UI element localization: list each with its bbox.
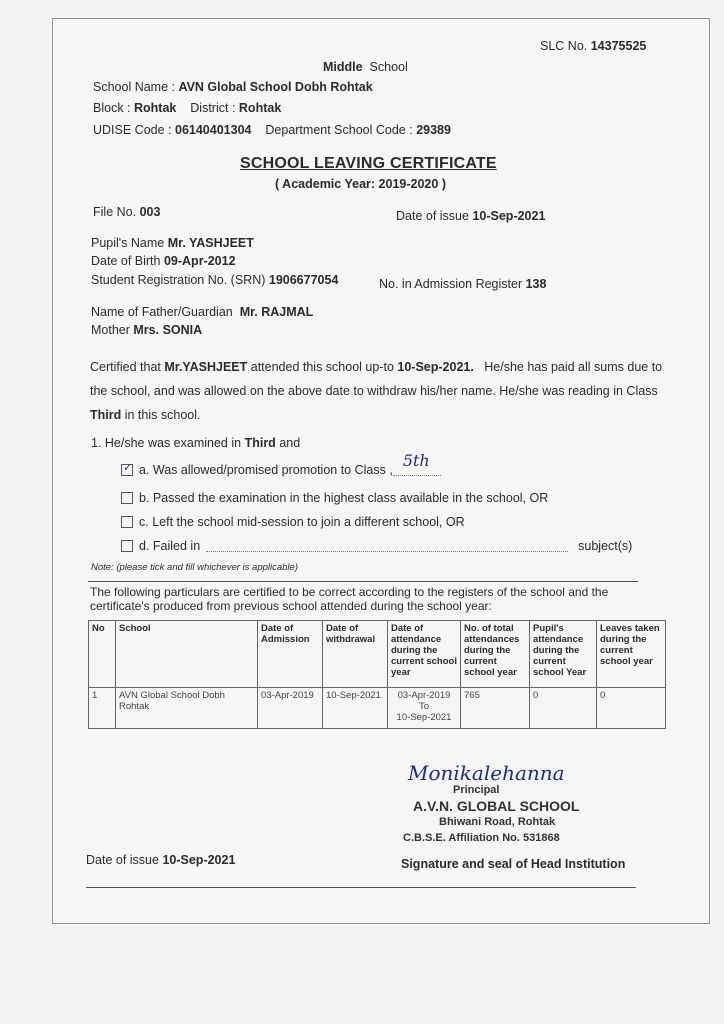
col-withdrawal: Date of withdrawal — [323, 621, 388, 688]
school-name: School Name : AVN Global School Dobh Rohtak — [93, 80, 373, 94]
seal-road: Bhiwani Road, Rohtak — [439, 816, 556, 828]
cell-attendance-dates: 03-Apr-2019 To 10-Sep-2021 — [388, 688, 461, 729]
col-total-attendances: No. of total attendances during the current school year — [461, 621, 530, 688]
pupil-name: Pupil's Name Mr. YASHJEET — [91, 236, 254, 250]
class-fill-field: 5th — [393, 465, 441, 476]
examined-line: 1. He/she was examined in Third and — [91, 436, 301, 450]
cell-withdrawal: 10-Sep-2021 — [323, 688, 388, 729]
checkbox-d[interactable] — [121, 540, 133, 552]
table-row — [89, 688, 666, 729]
mother-name: Mother Mrs. SONIA — [91, 323, 203, 337]
failed-subjects-field — [206, 541, 568, 552]
checkbox-a[interactable]: ✓ — [123, 462, 133, 474]
admission-register: No. in Admission Register 138 — [379, 277, 547, 291]
principal-signature: Monikalehanna — [408, 761, 565, 785]
option-c: c. Left the school mid-session to join a different school, OR — [121, 515, 465, 529]
father-guardian: Name of Father/Guardian Mr. RAJMAL — [91, 305, 314, 319]
date-of-issue-top: Date of issue 10-Sep-2021 — [396, 209, 546, 223]
divider-line — [88, 581, 638, 582]
date-of-issue-bottom: Date of issue 10-Sep-2021 — [86, 853, 236, 867]
option-b: b. Passed the examination in the highest class available in the school, OR — [121, 491, 548, 505]
particulars-text: The following particulars are certified to be correct according to the registers of the school and the certificate's produced from previous school attended during the school year: — [90, 585, 609, 613]
note: Note: (please tick and fill whichever is applicable) — [91, 562, 298, 573]
option-d: d. Failed in subject(s) — [121, 539, 632, 553]
srn: Student Registration No. (SRN) 1906677054 — [91, 273, 339, 287]
udise-line: UDISE Code : 06140401304 Department School Code : 29389 — [93, 123, 451, 137]
certificate-page — [52, 18, 710, 924]
col-pupil-attendance: Pupil's attendance during the current school Year — [530, 621, 597, 688]
block-district: Block : Rohtak District : Rohtak — [93, 101, 282, 115]
col-attendance-dates: Date of attendance during the current school year — [388, 621, 461, 688]
option-a: ✓ a. Was allowed/promised promotion to Class , 5th — [121, 463, 441, 477]
signature-caption: Signature and seal of Head Institution — [401, 857, 626, 871]
cell-leaves: 0 — [597, 688, 666, 729]
checkbox-b[interactable] — [121, 492, 133, 504]
certification-paragraph: Certified that Mr.YASHJEET attended this school up-to 10-Sep-2021. He/she has paid all sums due to the school, and was allowed on the above date to withdraw his/her name. He/she was reading in Class Third in this school. — [90, 360, 663, 422]
bottom-line — [86, 887, 636, 888]
academic-year: ( Academic Year: 2019-2020 ) — [275, 177, 446, 191]
col-school: School — [116, 621, 258, 688]
seal-school-name: A.V.N. GLOBAL SCHOOL — [413, 798, 580, 814]
principal-label: Principal — [453, 784, 500, 796]
col-admission: Date of Admission — [258, 621, 323, 688]
cell-pupil-attendance: 0 — [530, 688, 597, 729]
file-number: File No. 003 — [93, 205, 161, 219]
school-level: Middle School — [323, 60, 408, 74]
checkbox-c[interactable] — [121, 516, 133, 528]
col-no: No — [89, 621, 116, 688]
certificate-title: SCHOOL LEAVING CERTIFICATE — [240, 155, 497, 172]
cell-school: AVN Global School Dobh Rohtak — [116, 688, 258, 729]
date-of-birth: Date of Birth 09-Apr-2012 — [91, 254, 236, 268]
slc-number: SLC No. 14375525 — [540, 39, 647, 53]
cell-admission: 03-Apr-2019 — [258, 688, 323, 729]
cell-total: 765 — [461, 688, 530, 729]
col-leaves: Leaves taken during the current school year — [597, 621, 666, 688]
table-header-row — [89, 621, 666, 688]
cell-no: 1 — [89, 688, 116, 729]
attendance-table — [88, 620, 666, 729]
seal-affiliation: C.B.S.E. Affiliation No. 531868 — [403, 832, 560, 844]
